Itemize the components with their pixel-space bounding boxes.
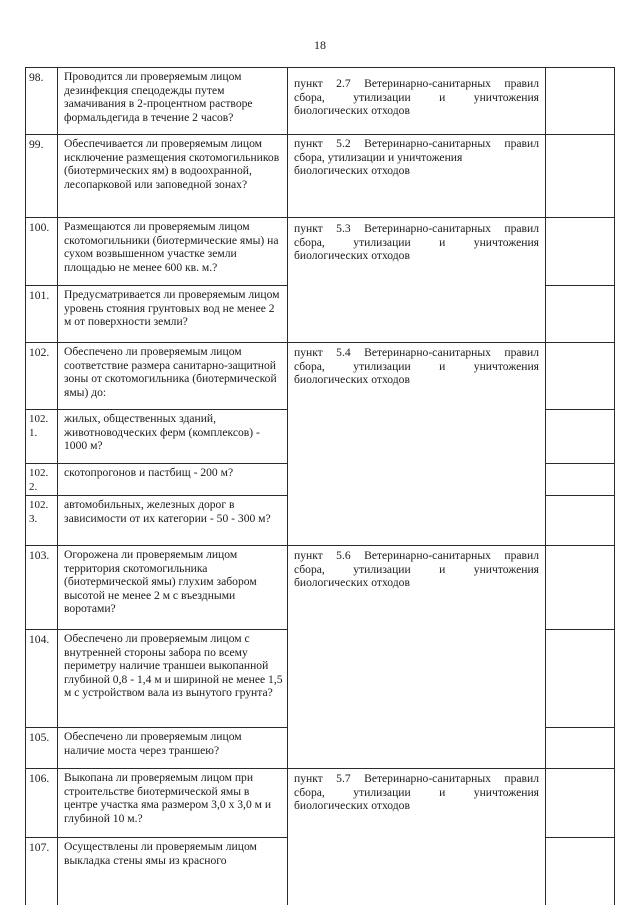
legal-reference (288, 217, 545, 263)
reference-line: сбора, утилизации и уничтожения (294, 785, 539, 799)
row-number: 106. (29, 772, 50, 785)
reference-line: сбора, утилизации и уничтожения (294, 150, 463, 164)
row-question: Обеспечено ли проверяемым лицом соответствие размера санитарно-защитной зоны от скотомогильника (биотермической ямы) до: (64, 345, 277, 399)
row-number: 102. 2. (29, 467, 49, 493)
row-question: Обеспечивается ли проверяемым лицом исключение размещения скотомогильников (биотермических ям) в водоохранной, лесопарковой или заповедной зонах? (64, 137, 280, 191)
row-number: 102. 1. (29, 413, 49, 439)
reference-line: биологических отходов (294, 104, 410, 118)
row-question: автомобильных, железных дорог в зависимости от их категории - 50 - 300 м? (64, 498, 271, 525)
reference-line: биологических отходов (294, 576, 410, 590)
reference-line: биологических отходов (294, 164, 410, 178)
legal-reference (288, 545, 545, 590)
row-question: Огорожена ли проверяемым лицом территория скотомогильника (биотермической ямы) глухим забором высотой не менее 2 м с въездными воротами? (64, 548, 257, 616)
reference-line: биологических отходов (294, 373, 410, 387)
row-question: скотопрогонов и пастбищ - 200 м? (64, 466, 234, 479)
row-number: 104. (29, 633, 50, 646)
row-question: Обеспечено ли проверяемым лицом наличие моста через траншею? (64, 730, 242, 757)
row-number: 98. (29, 71, 44, 84)
legal-reference (288, 67, 545, 118)
row-number: 99. (29, 138, 44, 151)
reference-line: биологических отходов (294, 799, 410, 813)
reference-line: сбора, утилизации и уничтожения (294, 90, 539, 104)
row-question: Выкопана ли проверяемым лицом при строительстве биотермической ямы в центре участка яма размером 3,0 х 3,0 м и глубиной 10 м.? (64, 771, 272, 825)
legal-reference (288, 134, 545, 178)
checklist-table (25, 67, 615, 905)
legal-reference (288, 768, 545, 813)
row-question: Осуществлены ли проверяемым лицом выкладка стены ямы из красного (64, 840, 257, 867)
row-question: жилых, общественных зданий, животноводческих ферм (комплексов) - 1000 м? (64, 412, 260, 453)
row-number: 103. (29, 549, 50, 562)
row-number: 100. (29, 221, 50, 234)
reference-line: пункт 5.6 Ветеринарно-санитарных правил (294, 549, 539, 562)
reference-line: сбора, утилизации и уничтожения (294, 235, 539, 249)
reference-line: сбора, утилизации и уничтожения (294, 562, 539, 576)
reference-line: биологических отходов (294, 249, 410, 263)
page-number: 18 (314, 38, 326, 52)
reference-line: пункт 5.7 Ветеринарно-санитарных правил (294, 772, 539, 785)
row-number: 102. (29, 346, 50, 359)
row-question: Проводится ли проверяемым лицом дезинфекция спецодежды путем замачивания в 2-процентном растворе формальдегида в течение 2 часов? (64, 70, 253, 124)
reference-line: пункт 5.4 Ветеринарно-санитарных правил (294, 346, 539, 359)
row-question: Размещаются ли проверяемым лицом скотомогильники (биотермические ямы) на сухом возвышенном участке земли площадью не менее 600 кв. м.? (64, 220, 279, 274)
reference-line: сбора, утилизации и уничтожения (294, 359, 539, 373)
row-number: 107. (29, 841, 50, 854)
row-number: 105. (29, 731, 50, 744)
row-question: Обеспечено ли проверяемым лицом с внутренней стороны забора по всему периметру наличие траншеи выкопанной глубиной 0,8 - 1,4 м и шириной не менее 1,5 м с устройством вала из вынутого грунта? (64, 632, 283, 700)
row-number: 102. 3. (29, 499, 49, 525)
row-question: Предусматривается ли проверяемым лицом уровень стояния грунтовых вод не менее 2 м от поверхности земли? (64, 288, 280, 329)
reference-line: пункт 2.7 Ветеринарно-санитарных правил (294, 77, 539, 90)
reference-line: пункт 5.2 Ветеринарно-санитарных правил (294, 137, 539, 150)
reference-line: пункт 5.3 Ветеринарно-санитарных правил (294, 222, 539, 235)
legal-reference (288, 342, 545, 387)
row-number: 101. (29, 289, 50, 302)
